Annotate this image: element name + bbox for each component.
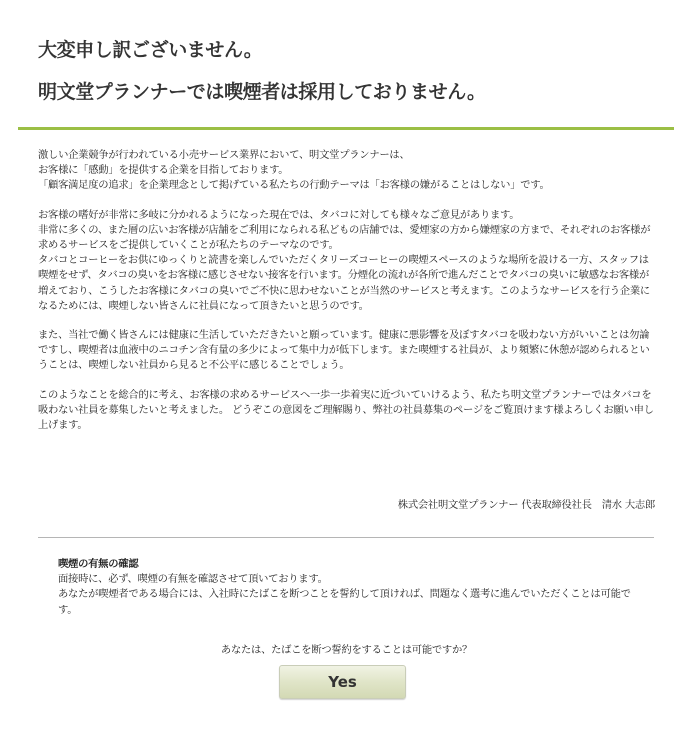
gray-divider [38,537,654,538]
ceo-signature: 株式会社明文堂プランナー 代表取締役社長 清水 大志郎 [397,499,655,511]
headline-no-smokers: 明文堂プランナーでは喫煙者は採用しておりません。 [38,81,486,103]
smoking-confirmation-section [58,557,648,618]
pledge-question: あなたは、たばこを断つ誓約をすることは可能ですか？ [220,644,473,656]
confirmation-title: 喫煙の有無の確認 [58,558,139,570]
paragraph-conclusion: このようなことを総合的に考え、お客様の求めるサービスへ一歩一歩着実に近づいていけるよう、私たち明文堂プランナーではタバコを吸わない社員を募集したいと考えました。 どうぞこの意図をご理解賜り、弊社の社員募集のページをご覧頂けます様よろしくお願い申し上げます。 [38,388,654,432]
green-divider [18,127,674,130]
paragraph-mission: 激しい企業競争が行われている小売サービス業界において、明文堂プランナーは、 お客様に「感動」を提供する企業を目指しております。 「顧客満足度の追求」を企業理念として掲げている私たちの行動テーマは「お客様の嫌がることはしない」です。 [38,149,550,192]
yes-button[interactable]: Yes [279,665,406,699]
headline-apology: 大変申し訳ございません。 [38,39,263,61]
confirmation-text: 面接時に、必ず、喫煙の有無を確認させて頂いております。 あなたが喫煙者である場合には、入社時にたばこを断つことを誓約して頂ければ、問題なく選考に進んでいただくことは可能です。 [58,573,631,616]
paragraph-employee-health: また、当社で働く皆さんには健康に生活していただきたいと願っています。健康に悪影響を及ぼすタバコを吸わない方がいいことは勿論ですし、喫煙者は血液中のニコチン含有量の多少によって集中力が低下します。また喫煙する社員が、より頻繁に休憩が認められるということは、喫煙しない社員から見ると不公平に感じることでしょう。 [38,329,650,372]
headline [38,38,678,104]
paragraph-customer-preferences: お客様の嗜好が非常に多岐に分かれるようになった現在では、タバコに対しても様々なご意見があります。 非常に多くの、また層の広いお客様が店舗をご利用になられる私どもの店舗では、愛煙家の方から嫌煙家の方まで、それぞれのお客様が求めるサービスをご提供していくことが私たちのテーマなのです。 タバコとコーヒーをお供にゆっくりと読書を楽しんでいただくタリーズコーヒーの喫煙スペースのような場所を設ける一方、スタッフは喫煙をせず、タバコの臭いをお客様に感じさせない接客を行います。分煙化の流れが各所で進んだことでタバコの臭いに敏感なお客様が増えており、こうしたお客様にタバコの臭いでご不快に思わせないことが当然のサービスと考えます。このようなサービスを行う企業になるためには、喫煙しない皆さんに社員になって頂きたいと思うのです。 [38,208,651,312]
message-body [38,148,656,447]
